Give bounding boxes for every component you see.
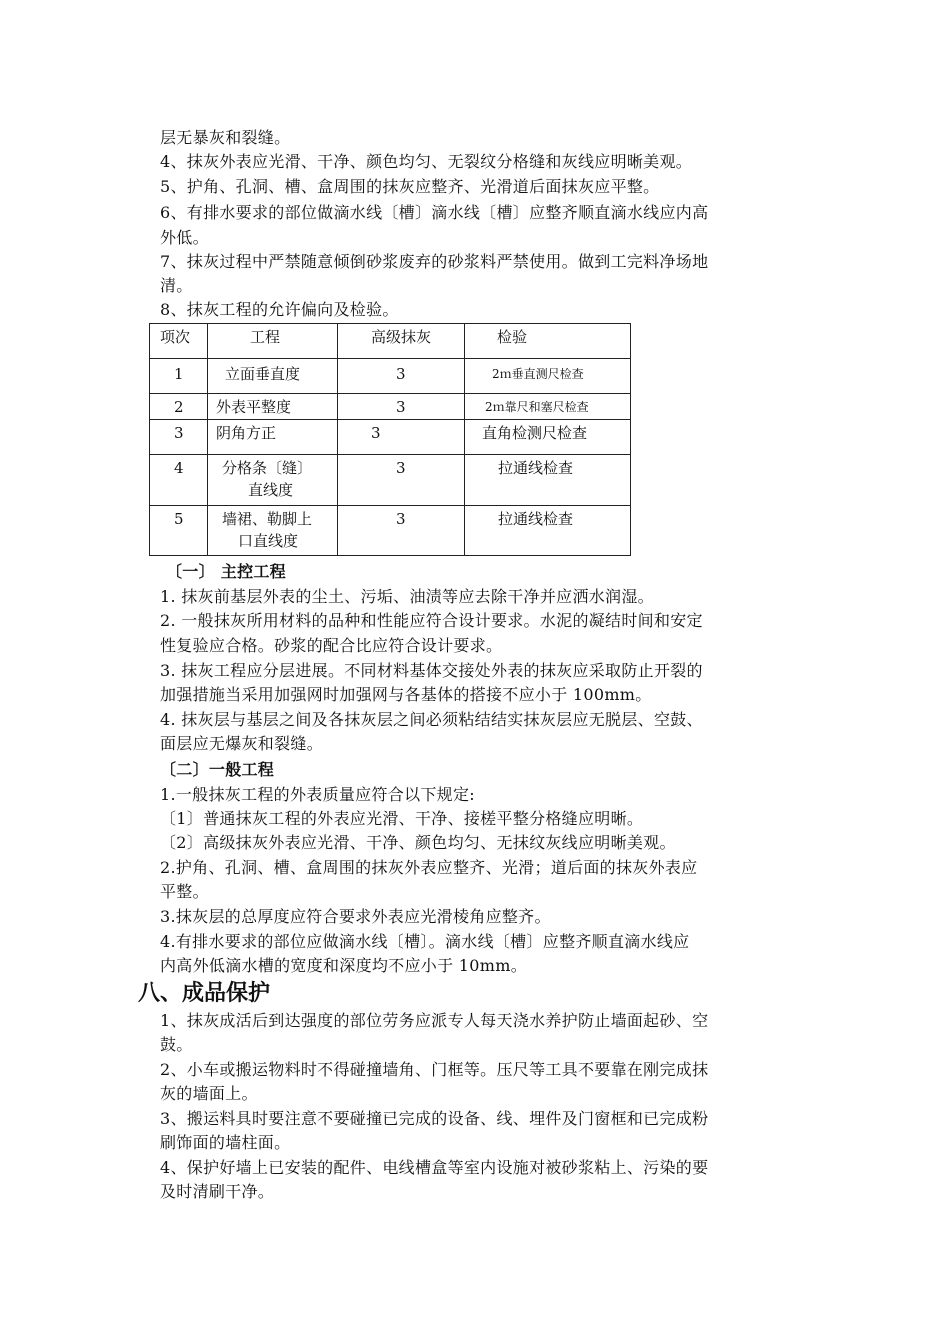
text-line: 面层应无爆灰和裂缝。 [160,734,324,753]
table-cell: 3 [396,459,406,477]
table-cell: 阴角方正 [216,424,277,442]
text-line: 性复验应合格。砂浆的配合比应符合设计要求。 [160,636,503,655]
table-cell: 3 [174,424,184,442]
text-line: 层无暴灰和裂缝。 [160,128,291,147]
table-cell: 4 [174,459,184,477]
text-line: 3、搬运料具时要注意不要碰撞已完成的设备、线、埋件及门窗框和已完成粉 [160,1109,709,1128]
table-row [150,506,631,556]
text-line: 3.抹灰层的总厚度应符合要求外表应光滑棱角应整齐。 [160,907,551,926]
table-cell: 外表平整度 [216,398,292,416]
text-line: 4、保护好墙上已安装的配件、电线槽盒等室内设施对被砂浆粘上、污染的要 [160,1158,709,1177]
header-cell: 检验 [497,328,528,346]
header-cell: 项次 [160,328,191,346]
text-line: 1、抹灰成活后到达强度的部位劳务应派专人每天浇水养护防止墙面起砂、空 [160,1011,709,1030]
table-cell: 分格条〔缝〕 [222,459,313,477]
table-row [150,455,631,506]
table-cell: 3 [396,398,406,416]
text-line: 7、抹灰过程中严禁随意倾倒砂浆废弃的砂浆料严禁使用。做到工完料净场地 [160,252,709,271]
text-line: 内高外低滴水槽的宽度和深度均不应小于 10mm。 [160,956,527,975]
text-line: 2、小车或搬运物料时不得碰撞墙角、门框等。压尺等工具不要靠在刚完成抹 [160,1060,709,1079]
text-line: 4.有排水要求的部位应做滴水线〔槽〕。滴水线〔槽〕应整齐顺直滴水线应 [160,932,690,951]
text-line: 1. 抹灰前基层外表的尘土、污垢、油渍等应去除干净并应洒水润湿。 [160,587,654,606]
table-cell: 2ｍ垂直测尺检查 [492,367,584,381]
text-line: 6、有排水要求的部位做滴水线〔槽〕滴水线〔槽〕应整齐顺直滴水线应内高 [160,203,709,222]
tolerance-table [149,323,631,556]
table-cell: 3 [371,424,381,442]
table-cell: 直角检测尺检查 [482,424,588,442]
text-line: 2.护角、孔洞、槽、盒周围的抹灰外表应整齐、光滑；道后面的抹灰外表应 [160,858,698,877]
table-cell: 3 [396,510,406,528]
text-line: 4. 抹灰层与基层之间及各抹灰层之间必须粘结结实抹灰层应无脱层、空鼓、 [160,710,703,729]
section-heading: 〔二〕一般工程 [160,760,275,779]
table-cell: 1 [174,365,184,383]
table-row [150,359,631,394]
text-line: 1.一般抹灰工程的外表质量应符合以下规定: [160,785,475,804]
text-line: 〔1〕普通抹灰工程的外表应光滑、干净、接槎平整分格缝应明晰。 [160,809,644,828]
chapter-heading: 八、成品保护 [138,980,271,1006]
table-row [150,420,631,455]
text-line: 5、护角、孔洞、槽、盒周围的抹灰应整齐、光滑道后面抹灰应平整。 [160,177,660,196]
table-header-row [150,324,631,359]
table-row [150,394,631,420]
text-line: 〔2〕高级抹灰外表应光滑、干净、颜色均匀、无抹纹灰线应明晰美观。 [160,833,676,852]
table-cell: 直线度 [248,481,294,499]
text-line: 2. 一般抹灰所用材料的品种和性能应符合设计要求。水泥的凝结时间和安定 [160,611,703,630]
text-line: 灰的墙面上。 [160,1084,258,1103]
table-cell: 口直线度 [238,532,299,550]
text-line: 清。 [160,276,193,295]
section-heading: 〔一〕 主控工程 [166,562,286,581]
text-line: 3. 抹灰工程应分层进展。不同材料基体交接处外表的抹灰应采取防止开裂的 [160,661,703,680]
text-line: 鼓。 [160,1035,193,1054]
header-cell: 工程 [250,328,281,346]
table-cell: 拉通线检查 [498,510,574,528]
table-cell: 2 [174,398,184,416]
text-line: 加强措施当采用加强网时加强网与各基体的搭接不应小于 100mm。 [160,685,652,704]
table-cell: 拉通线检查 [498,459,574,477]
text-line: 及时清刷干净。 [160,1182,275,1201]
text-line: 刷饰面的墙柱面。 [160,1133,291,1152]
table-cell: 3 [396,365,406,383]
table-cell: 2ｍ靠尺和塞尺检查 [485,400,589,414]
header-cell: 高级抹灰 [371,328,432,346]
text-line: 外低。 [160,228,209,247]
table-cell: 墙裙、勒脚上 [222,510,313,528]
table-cell: 立面垂直度 [225,365,301,383]
table-cell: 5 [174,510,184,528]
text-line: 8、抹灰工程的允许偏向及检验。 [160,300,399,319]
text-line: 4、抹灰外表应光滑、干净、颜色均匀、无裂纹分格缝和灰线应明晰美观。 [160,152,693,171]
text-line: 平整。 [160,882,209,901]
